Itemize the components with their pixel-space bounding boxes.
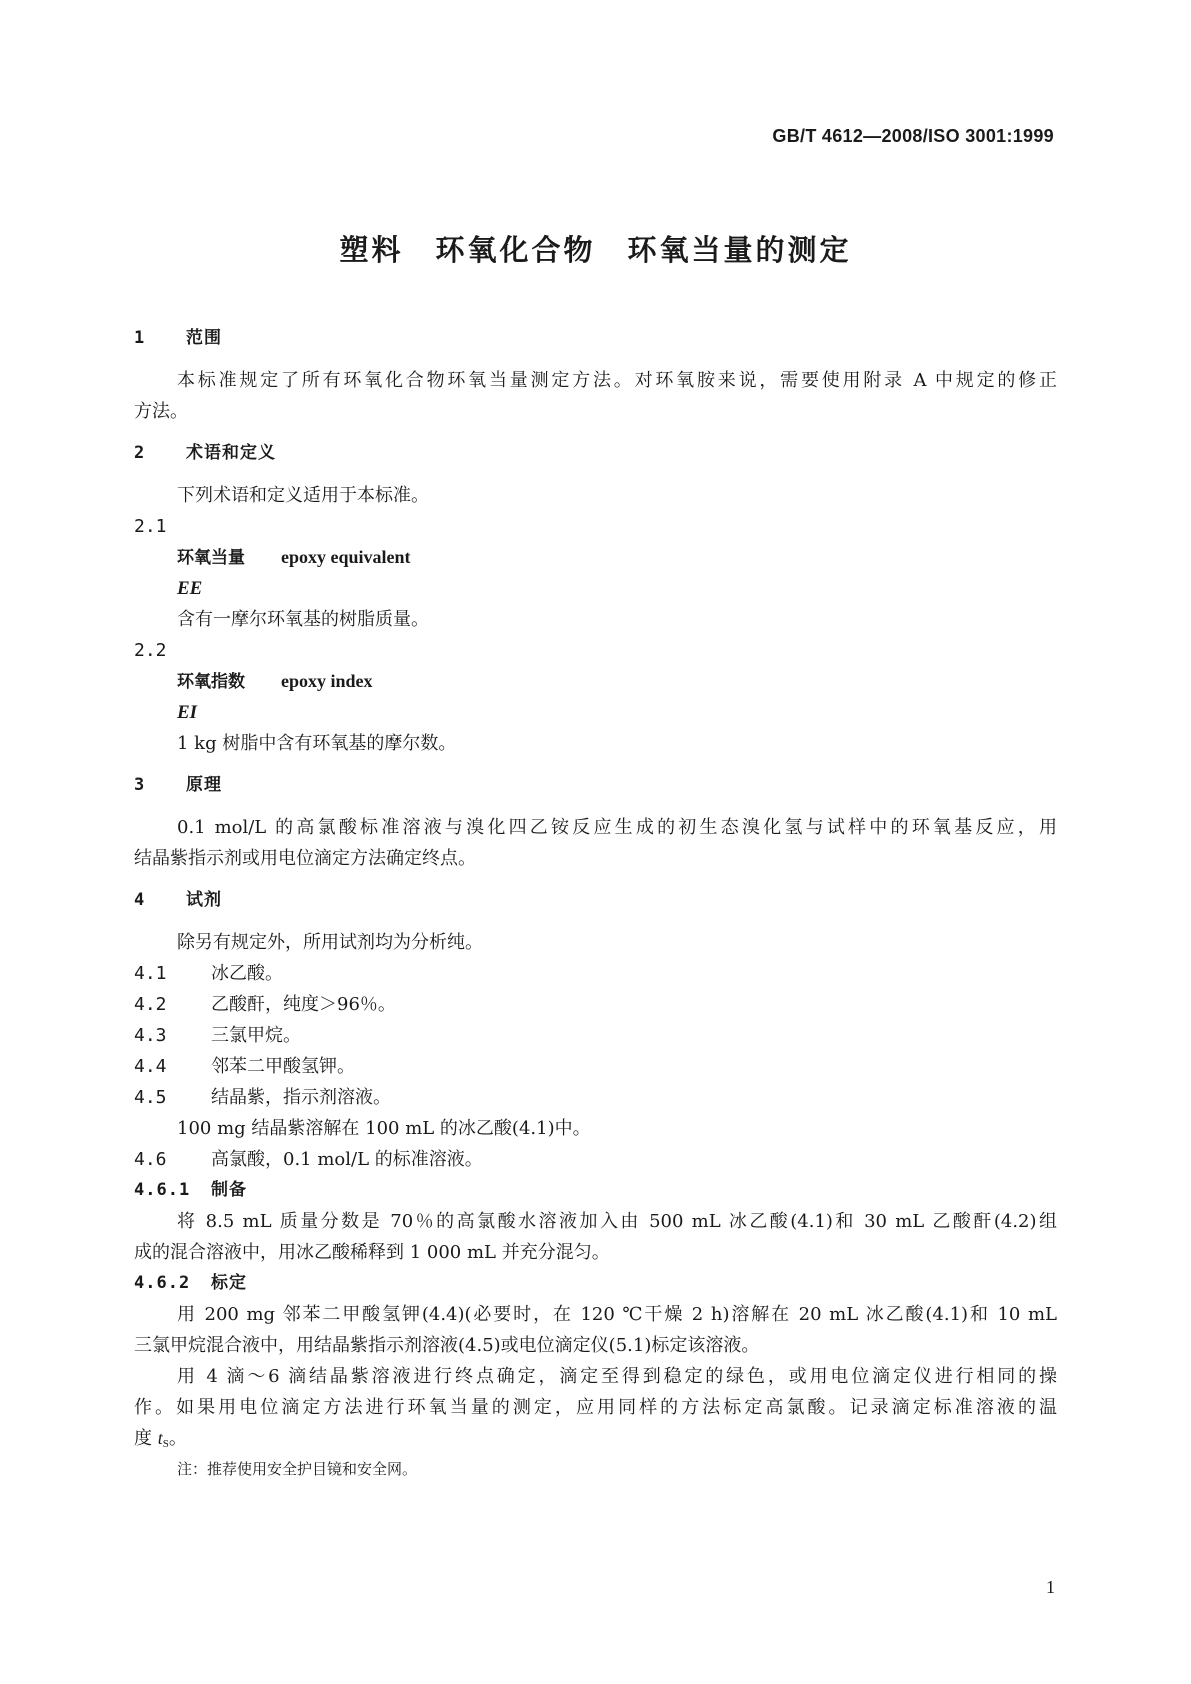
safety-note: 注：推荐使用安全护目镜和安全网。 [177, 1460, 418, 1478]
scope-paragraph-line: 方法。 [134, 401, 188, 422]
reagent-item [134, 1051, 1057, 1082]
temperature-variable [158, 1428, 169, 1448]
term-name [134, 666, 1057, 697]
clause-number: 4.1 [134, 963, 167, 984]
calibration-paragraph-line: 三氯甲烷混合液中，用结晶紫指示剂溶液(4.5)或电位滴定仪(5.1)标定该溶液。 [134, 1335, 760, 1356]
principle-paragraph-line: 0.1 mol/L 的高氯酸标准溶液与溴化四乙铵反应生成的初生态溴化氢与试样中的环氧基反应，用 [177, 817, 1057, 838]
clause-number: 2.1 [134, 516, 167, 537]
clause-number: 4.2 [134, 994, 167, 1015]
document-title: 塑料 环氧化合物 环氧当量的测定 [339, 233, 852, 267]
variable-symbol: t [157, 1428, 163, 1448]
reagent-item [134, 1082, 1057, 1113]
section-number: 3 [134, 775, 146, 795]
section-title: 原理 [186, 775, 222, 795]
section-number: 2 [134, 443, 146, 463]
calibration-paragraph-line: 用 4 滴～6 滴结晶紫溶液进行终点确定，滴定至得到稳定的绿色，或用电位滴定仪进行相同的操 [177, 1366, 1057, 1387]
section-number: 4 [134, 890, 146, 910]
section-number: 1 [134, 328, 146, 348]
subclause-heading [134, 1268, 1057, 1299]
clause-number: 4.6.1 [134, 1180, 191, 1200]
text-fragment: 。 [168, 1428, 187, 1449]
term-english: epoxy equivalent [281, 547, 411, 567]
abbreviation: EE [177, 578, 203, 599]
subclause-heading [134, 1175, 1057, 1206]
section-title: 试剂 [186, 890, 222, 910]
term-name [134, 542, 1057, 573]
reagent-text: 结晶紫，指示剂溶液。 [211, 1087, 391, 1108]
section-1-heading [134, 323, 1057, 354]
section-title: 范围 [186, 328, 222, 348]
calibration-paragraph-line: 用 200 mg 邻苯二甲酸氢钾(4.4)(必要时，在 120 ℃干燥 2 h)溶解在 20 mL 冰乙酸(4.1)和 10 mL [177, 1304, 1057, 1325]
term-definition: 1 kg 树脂中含有环氧基的摩尔数。 [177, 733, 457, 754]
reagent-text: 高氯酸，0.1 mol/L 的标准溶液。 [211, 1149, 483, 1170]
term-abbreviation [134, 573, 1057, 604]
reagent-item [134, 958, 1057, 989]
preparation-paragraph-line: 将 8.5 mL 质量分数是 70％的高氯酸水溶液加入由 500 mL 冰乙酸(4.1)和 30 mL 乙酸酐(4.2)组 [177, 1211, 1057, 1232]
scope-paragraph-line: 本标准规定了所有环氧化合物环氧当量测定方法。对环氧胺来说，需要使用附录 A 中规定的修正 [177, 370, 1057, 391]
term-number [134, 511, 1057, 542]
reagent-text: 邻苯二甲酸氢钾。 [211, 1056, 355, 1077]
term-chinese: 环氧指数 [177, 672, 245, 692]
calibration-paragraph-line: 作。如果用电位滴定方法进行环氧当量的测定，应用同样的方法标定高氯酸。记录滴定标准溶液的温 [134, 1397, 1057, 1418]
clause-number: 2.2 [134, 640, 167, 661]
reagent-text: 三氯甲烷。 [211, 1025, 301, 1046]
clause-number: 4.6 [134, 1149, 167, 1170]
section-4-heading [134, 885, 1057, 916]
term-english: epoxy index [281, 671, 373, 691]
reagent-detail: 100 mg 结晶紫溶解在 100 mL 的冰乙酸(4.1)中。 [177, 1118, 591, 1139]
section-3-heading [134, 770, 1057, 801]
subclause-title: 制备 [211, 1180, 247, 1200]
clause-number: 4.3 [134, 1025, 167, 1046]
abbreviation: EI [177, 702, 198, 723]
term-number [134, 635, 1057, 666]
standard-number: GB/T 4612—2008/ISO 3001:1999 [772, 126, 1054, 146]
reagent-text: 冰乙酸。 [211, 963, 283, 984]
section-2-heading [134, 438, 1057, 469]
term-chinese: 环氧当量 [177, 548, 245, 568]
page-number: 1 [1046, 1577, 1055, 1597]
document-body [134, 323, 1057, 1485]
preparation-paragraph-line: 成的混合溶液中，用冰乙酸稀释到 1 000 mL 并充分混匀。 [134, 1242, 610, 1263]
variable-subscript: S [162, 1438, 169, 1450]
reagent-item [134, 1020, 1057, 1051]
reagent-item [134, 989, 1057, 1020]
text-fragment: 度 [134, 1428, 158, 1449]
term-definition: 含有一摩尔环氧基的树脂质量。 [177, 609, 429, 630]
reagents-intro: 除另有规定外，所用试剂均为分析纯。 [177, 932, 483, 953]
clause-number: 4.4 [134, 1056, 167, 1077]
reagent-text: 乙酸酐，纯度＞96％。 [211, 994, 396, 1015]
clause-number: 4.5 [134, 1087, 167, 1108]
section-title: 术语和定义 [186, 443, 276, 463]
reagent-item [134, 1144, 1057, 1175]
subclause-title: 标定 [211, 1273, 247, 1293]
principle-paragraph-line: 结晶紫指示剂或用电位滴定方法确定终点。 [134, 848, 476, 869]
clause-number: 4.6.2 [134, 1273, 191, 1293]
terms-intro: 下列术语和定义适用于本标准。 [177, 485, 429, 506]
term-abbreviation [134, 697, 1057, 728]
calibration-paragraph-line [134, 1423, 1057, 1454]
